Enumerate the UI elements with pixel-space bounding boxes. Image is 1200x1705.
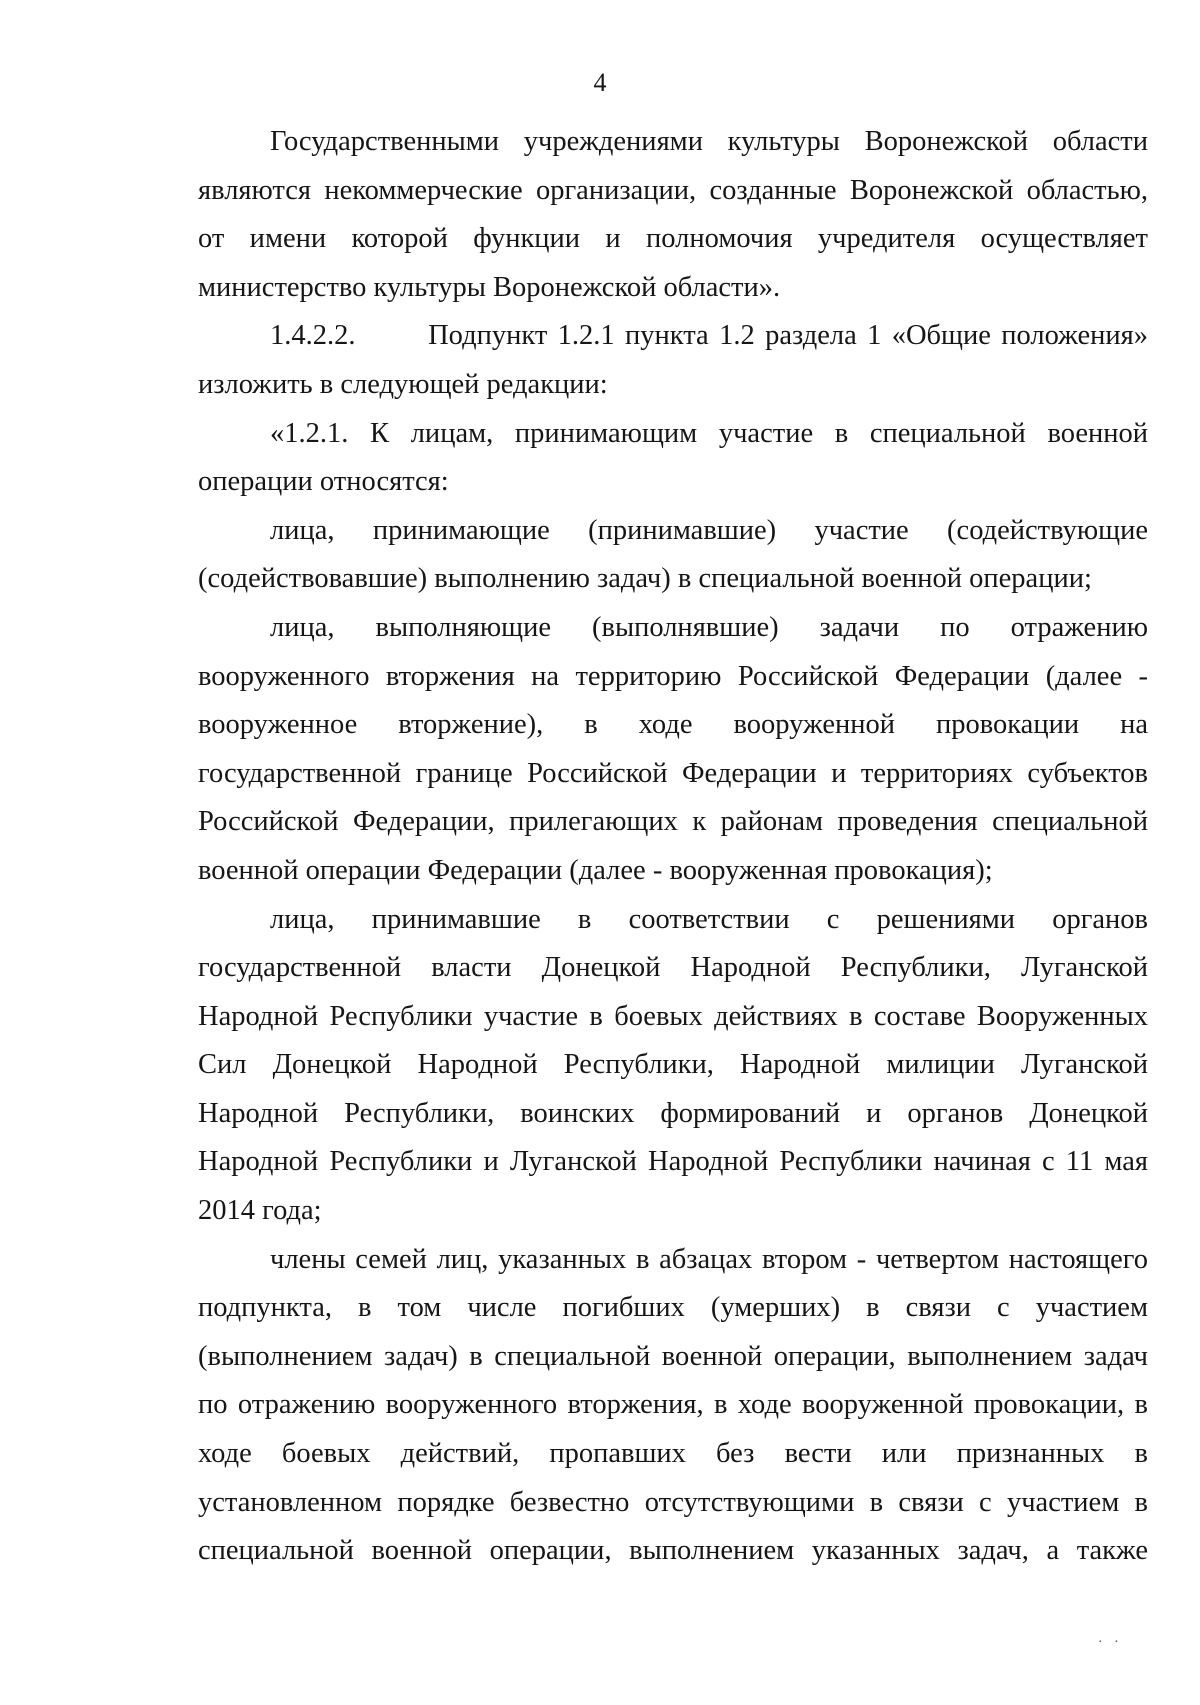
document-body — [198, 118, 1156, 1576]
paragraph-subpoint-1-2-1: «1.2.1. К лицам, принимающим участие в специальной военной операции относятся: — [198, 417, 1148, 498]
paragraph-institutions: Государственными учреждениями культуры Воронежской области являются некоммерческие организации, созданные Воронежской областью, от имени которой функции и полномочия учредителя осуществляет министерство культуры Воронежской области». — [198, 126, 1148, 303]
page-number: 4 — [593, 68, 607, 97]
paragraph-subpoint-1-4-2-2: 1.4.2.2. Подпункт 1.2.1 пункта 1.2 раздела 1 «Общие положения» изложить в следующей редакции: — [198, 320, 1156, 400]
scan-marks: · · — [1098, 1635, 1123, 1650]
paragraph-armed-invasion: лица, выполняющие (выполнявшие) задачи по отражению вооруженного вторжения на территорию Российской Федерации (далее - вооруженное вторжение), в ходе вооруженной провокации на государственной границе Российской Федерации и территориях субъектов Российской Федерации, прилегающих к районам проведения специальной военной операции Федерации (далее - вооруженная провокация); — [198, 611, 1148, 886]
paragraph-participants: лица, принимающие (принимавшие) участие (содействующие (содействовавшие) выполнению задач) в специальной военной операции; — [198, 514, 1148, 595]
paragraph-dnr-lnr: лица, принимавшие в соответствии с решениями органов государственной власти Донецкой Народной Республики, Луганской Народной Республики участие в боевых действиях в составе Вооруженных Сил Донецкой Народной Республики, Народной милиции Луганской Народной Республики, воинских формирований и органов Донецкой Народной Республики и Луганской Народной Республики начиная с 11 мая 2014 года; — [198, 903, 1148, 1227]
paragraph-family-members: члены семей лиц, указанных в абзацах втором - четвертом настоящего подпункта, в том числе погибших (умерших) в связи с участием (выполнением задач) в специальной военной операции, выполнением задач по отражению вооруженного вторжения, в ходе вооруженной провокации, в ходе боевых действий, пропавших без вести или признанных в установленном порядке безвестно отсутствующими в связи с участием в специальной военной операции, выполнением указанных задач, а также — [198, 1243, 1148, 1567]
